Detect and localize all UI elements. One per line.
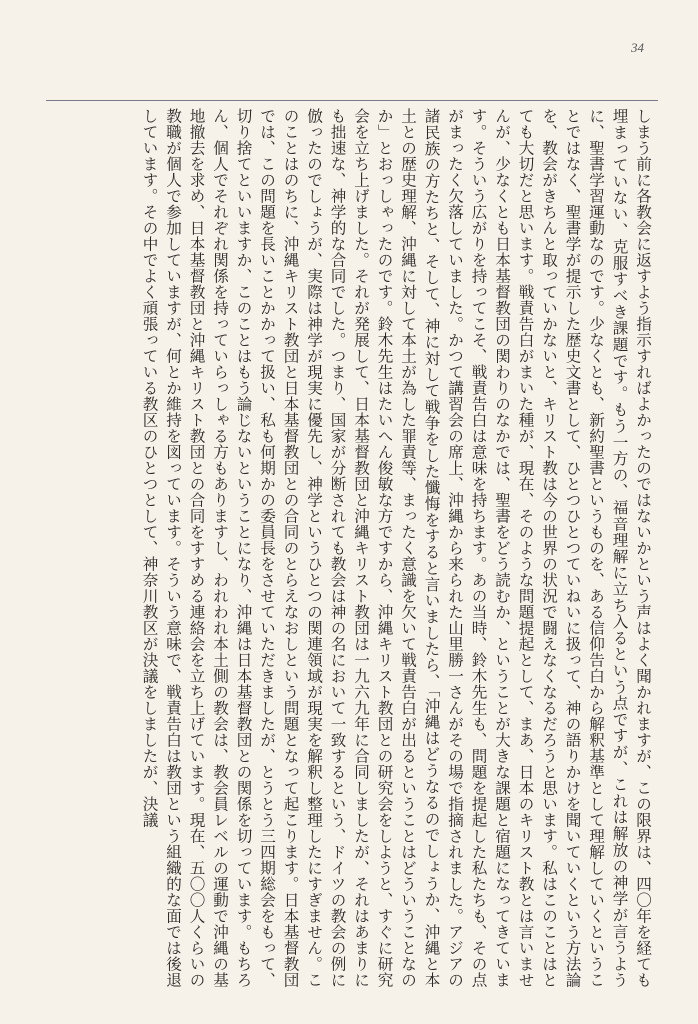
paragraph: しまう前に各教会に返すよう指示すればよかったのではないかという声はよく聞かれますが、この限界は、四〇年を経ても埋まっていない、克服すべき課題です。もう一方の、福音理解に立ち入るという点ですが、これは解放の神学が言うように、聖書学習運動なのです。少なくとも、新約聖書というものを、ある信仰告白から解釈基準として理解していくということではなく、聖書学が提示した歴史文書として、ひとつひとつていねいに扱って、神の語りかけを聞いていくという方法論を、教会がきちんと取っていかないと、キリスト教は今の世界の状況で闘えなくなるだろうと思います。私はこのことはとても大切だと思います。戦責告白がまいた種が、現在、そのような問題提起として、まあ、日本のキリスト教とは言いませんが、少なくとも日本基督教団の関わりのなかでは、聖書をどう読むか、ということが大きな課題と宿題になってきています。そういう広がりを持ってこそ、戦責告白は意味を持ちます。あの当時、鈴木先生も、問題を提起した私たちも、その点がまったく欠落していました。かつて講習会の席上、沖縄から来られた山里勝一さんがその場で指摘されました。アジアの諸民族の方たちと、そして、神に対して戦争をした懺悔をすると言いましたら、「沖縄はどうなるのでしょうか、沖縄と本土との歴史理解、沖縄に対して本土が為した罪責等、まったく意識を欠いて戦責告白が出るということはどういうことなのか」とおっしゃったのです。鈴木先生はたいへん俊敏な方ですから、沖縄キリスト教団との研究会をしようと、すぐに研究会を立ち上げました。それが発展して、日本基督教団と沖縄キリスト教団は一九六九年に合同しましたが、それはあまりにも拙速な、神学的な合同でした。つまり、国家が分断されても教会は神の名において一致するという、ドイツの教会の例に倣ったのでしょうが、実際は神学が現実に優先し、神学というひとつの関連領域が現実を解釈し整理したにすぎません。このことはのちに、沖縄キリスト教団と日本基督教団との合同のとらえなおしという問題となって起こります。日本基督教団では、この問題を長いことかかって扱い、私も何期かの委員長をさせていただきましたが、とうとう三四期総会をもって、切り捨てといいますか、このことはもう論じないということになり、沖縄は日本基督教団との関係を切っています。もちろん、個人でそれぞれ関係を持っていらっしゃる方もありますし、われわれ本土側の教会は、教会員レベルの運動で沖縄の基地撤去を求め、日本基督教団と沖縄キリスト教団との合同をすすめる連絡会を立ち上げています。現在、五〇〇人くらいの教職が個人で参加していますが、何とか維持を図っています。そういう意味で、戦責告白は教団という組織的な面では後退しています。その中でよく頑張っている教区のひとつとして、神奈川教区が決議をしましたが、決議: [140, 108, 652, 988]
header-rule: [46, 100, 658, 101]
body-text: [50, 108, 654, 988]
page-number: 34: [631, 40, 644, 55]
